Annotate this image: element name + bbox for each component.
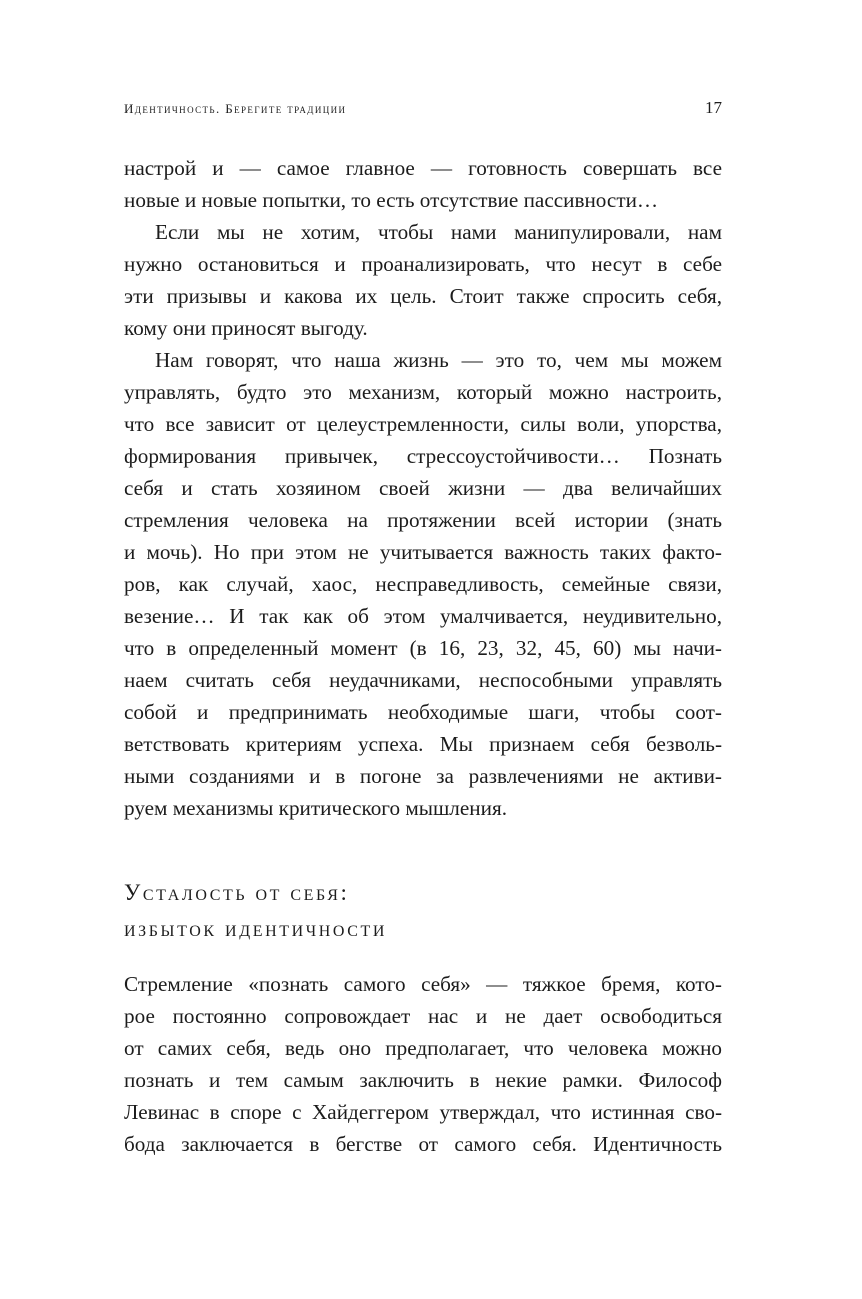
body-line: новые и новые попытки, то есть отсутствие пассивности… [124,188,659,212]
body-line: Нам говорят, что наша жизнь — это то, чем мы можем [155,348,722,372]
body-line: стремления человека на протяжении всей истории (знать [124,508,722,532]
page-number: 17 [705,98,722,117]
running-head-title: Идентичность. Берегите традиции [124,101,347,116]
body-line: что в определенный момент (в 16, 23, 32, 45, 60) мы начи- [124,636,722,660]
body-line: бода заключается в бегстве от самого себя. Идентичность [124,1132,722,1156]
body-line: ными созданиями и в погоне за развлечениями не активи- [124,764,722,788]
section-heading-line-1: Усталость от себя: [124,880,350,905]
body-line: Стремление «познать самого себя» — тяжкое бремя, кото- [124,972,722,996]
body-line: себя и стать хозяином своей жизни — два величайших [124,476,722,500]
body-line: везение… И так как об этом умалчивается, неудивительно, [124,604,722,628]
section-heading-line-2: избыток идентичности [124,916,388,941]
body-line: нужно остановиться и проанализировать, что несут в себе [124,252,722,276]
body-line: собой и предпринимать необходимые шаги, чтобы соот- [124,700,722,724]
body-line: что все зависит от целеустремленности, силы воли, упорства, [124,412,722,436]
body-line: наем считать себя неудачниками, неспособными управлять [124,668,722,692]
running-head [124,99,722,121]
body-line: и мочь). Но при этом не учитывается важность таких факто- [124,540,722,564]
body-line: от самих себя, ведь оно предполагает, что человека можно [124,1036,722,1060]
body-line: управлять, будто это механизм, который можно настроить, [124,380,722,404]
body-line: кому они приносят выгоду. [124,316,368,340]
body-line: ветствовать критериям успеха. Мы признаем себя безволь- [124,732,722,756]
body-line: рое постоянно сопровождает нас и не дает освободиться [124,1004,722,1028]
body-line: ров, как случай, хаос, несправедливость, семейные связи, [124,572,722,596]
body-line: Если мы не хотим, чтобы нами манипулировали, нам [155,220,722,244]
body-line: эти призывы и какова их цель. Стоит также спросить себя, [124,284,722,308]
body-line: познать и тем самым заключить в некие рамки. Философ [124,1068,722,1092]
body-line: настрой и — самое главное — готовность совершать все [124,156,722,180]
body-line: руем механизмы критического мышления. [124,796,508,820]
body-line: формирования привычек, стрессоустойчивости… Познать [124,444,722,468]
body-line: Левинас в споре с Хайдеггером утверждал, что истинная сво- [124,1100,722,1124]
